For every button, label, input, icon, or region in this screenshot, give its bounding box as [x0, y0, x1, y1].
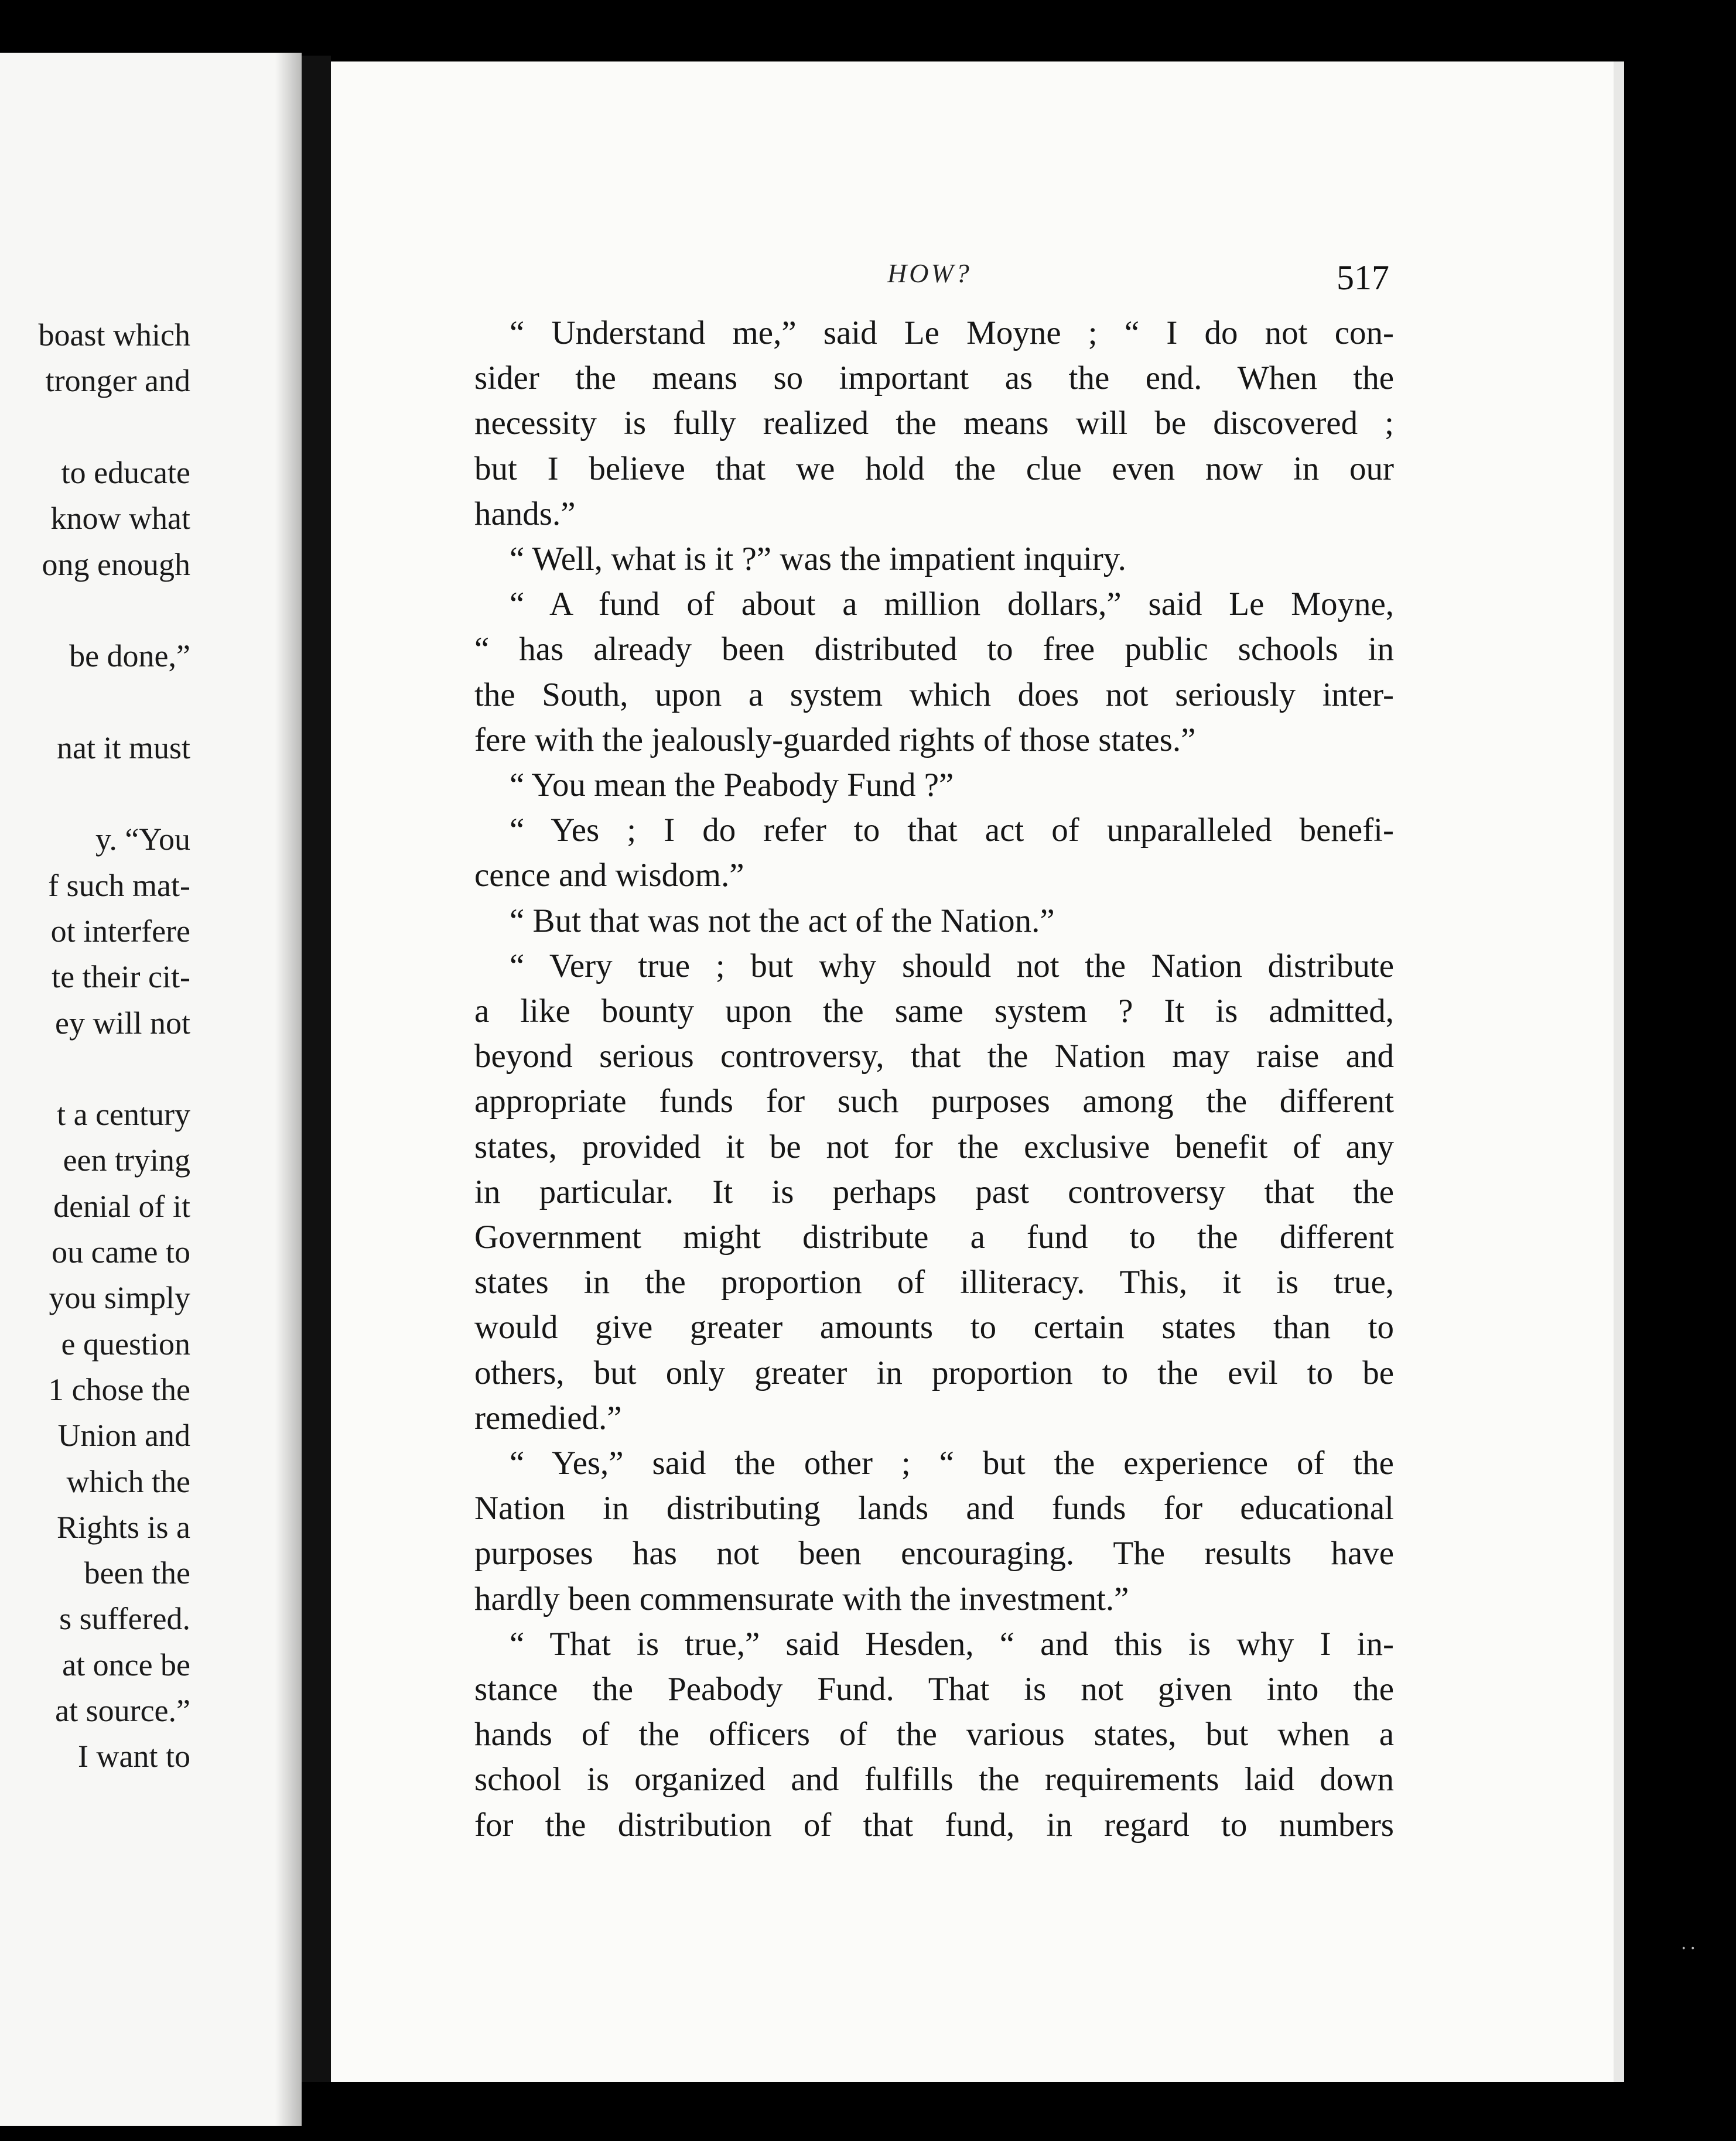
- facing-page-line: ou came to: [52, 1234, 190, 1270]
- facing-page-line: te their cit-: [52, 959, 190, 995]
- body-text-line: appropriate funds for such purposes among the different: [474, 1083, 1394, 1120]
- body-text-line: a like bounty upon the same system ? It is admitted,: [474, 993, 1394, 1030]
- book-gutter: [302, 56, 331, 2082]
- facing-page-line: I want to: [78, 1739, 190, 1774]
- facing-page-line: been the: [84, 1555, 190, 1591]
- body-text-line: others, but only greater in proportion to the evil to be: [474, 1354, 1394, 1391]
- body-text-line: sider the means so important as the end. When the: [474, 360, 1394, 397]
- body-text-line: “ That is true,” said Hesden, “ and this is why I in-: [510, 1625, 1394, 1663]
- body-text-line: Nation in distributing lands and funds for educational: [474, 1490, 1394, 1527]
- body-text-line: “ A fund of about a million dollars,” said Le Moyne,: [510, 586, 1394, 623]
- facing-page-line: y. “You: [95, 822, 190, 857]
- facing-page-line: ey will not: [55, 1005, 190, 1041]
- body-text-line: “ Yes,” said the other ; “ but the experience of the: [510, 1445, 1394, 1482]
- facing-page-line: f such mat-: [48, 867, 190, 903]
- body-text-line: states in the proportion of illiteracy. This, it is true,: [474, 1264, 1394, 1301]
- facing-page-line: tronger and: [45, 363, 190, 399]
- body-text-line: purposes has not been encouraging. The results have: [474, 1535, 1394, 1572]
- facing-page-line: ong enough: [42, 546, 190, 582]
- page-number: 517: [1337, 258, 1389, 297]
- body-text-line: hands.”: [474, 495, 576, 532]
- scan-specks: · ·: [1681, 1938, 1696, 1959]
- facing-page-line: which the: [66, 1463, 190, 1499]
- running-head: HOW?: [887, 258, 972, 288]
- facing-page-line: to educate: [61, 454, 190, 490]
- facing-page-line: at source.”: [55, 1693, 190, 1728]
- facing-page-line: t a century: [57, 1097, 190, 1133]
- body-text-line: “ Yes ; I do refer to that act of unparalleled benefi-: [510, 812, 1394, 849]
- body-text-line: “ has already been distributed to free public schools in: [474, 631, 1394, 668]
- facing-page-line: e question: [61, 1326, 190, 1362]
- facing-page-line: Union and: [57, 1418, 190, 1453]
- body-text-line: fere with the jealously-guarded rights of those states.”: [474, 721, 1196, 758]
- facing-page-line: 1 chose the: [48, 1372, 190, 1407]
- body-text-line: beyond serious controversy, that the Nation may raise and: [474, 1038, 1394, 1075]
- body-text-line: “ Understand me,” said Le Moyne ; “ I do not con-: [510, 314, 1394, 351]
- body-text-line: would give greater amounts to certain states than to: [474, 1309, 1394, 1346]
- body-text-line: states, provided it be not for the exclusive benefit of any: [474, 1128, 1394, 1165]
- body-text-line: stance the Peabody Fund. That is not given into the: [474, 1671, 1394, 1708]
- body-text-line: in particular. It is perhaps past controversy that the: [474, 1173, 1394, 1210]
- body-text-line: for the distribution of that fund, in regard to numbers: [474, 1806, 1394, 1844]
- facing-page-line: Rights is a: [56, 1509, 190, 1545]
- facing-page-line: boast which: [38, 317, 190, 353]
- facing-page-left: [0, 53, 302, 2126]
- body-text-line: “ Very true ; but why should not the Nation distribute: [510, 947, 1394, 984]
- body-text-line: “ But that was not the act of the Nation.”: [510, 902, 1055, 939]
- facing-page-line: nat it must: [57, 730, 190, 765]
- body-text-line: the South, upon a system which does not seriously inter-: [474, 676, 1394, 713]
- body-text-line: remedied.”: [474, 1399, 622, 1437]
- body-text-line: hands of the officers of the various states, but when a: [474, 1716, 1394, 1753]
- body-text-line: school is organized and fulfills the requirements laid down: [474, 1761, 1394, 1798]
- body-text-line: cence and wisdom.”: [474, 857, 744, 894]
- gutter-shadow: [275, 53, 302, 2126]
- facing-page-line: you simply: [49, 1280, 190, 1316]
- body-text-line: “ You mean the Peabody Fund ?”: [510, 767, 954, 803]
- facing-page-line: een trying: [63, 1143, 190, 1178]
- body-text-line: hardly been commensurate with the investment.”: [474, 1580, 1129, 1617]
- facing-page-line: be done,”: [69, 638, 190, 674]
- body-text-line: “ Well, what is it ?” was the impatient inquiry.: [510, 541, 1126, 577]
- facing-page-line: denial of it: [53, 1188, 190, 1224]
- facing-page-line: know what: [50, 501, 190, 536]
- facing-page-line: s suffered.: [59, 1601, 190, 1637]
- body-text-line: necessity is fully realized the means will be discovered ;: [474, 405, 1394, 442]
- facing-page-line: at once be: [62, 1647, 190, 1682]
- body-text-line: Government might distribute a fund to the different: [474, 1219, 1394, 1256]
- body-text-line: but I believe that we hold the clue even now in our: [474, 450, 1394, 487]
- facing-page-line: ot interfere: [50, 913, 190, 949]
